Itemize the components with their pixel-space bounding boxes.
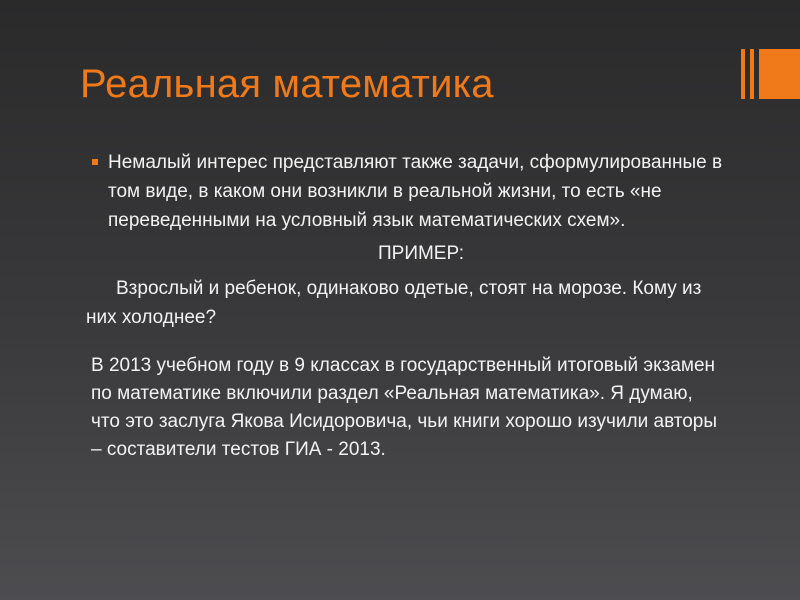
decoration-bar	[750, 49, 754, 99]
decoration-block	[759, 49, 800, 99]
slide-title: Реальная математика	[80, 62, 494, 106]
bullet-text: Немалый интерес представляют также задачи, сформулированные в том виде, в каком они возникли в реальной жизни, то есть «не переведенными на условный язык математических схем».	[108, 152, 723, 231]
corner-decoration	[741, 49, 800, 99]
slide-content	[86, 148, 726, 464]
example-question: Взрослый и ребенок, одинаково одетые, стоят на морозе. Кому из них холоднее?	[86, 278, 702, 328]
square-bullet-icon	[92, 159, 98, 165]
body-paragraph: В 2013 учебном году в 9 классах в государственный итоговый экзамен по математике включили раздел «Реальная математика». Я думаю, что это заслуга Якова Исидоровича, чьи книги хорошо изучили авторы – составители тестов ГИА - 2013.	[91, 355, 718, 460]
bullet-item	[86, 148, 726, 235]
decoration-bar	[741, 49, 745, 99]
example-label: ПРИМЕР:	[377, 243, 465, 264]
